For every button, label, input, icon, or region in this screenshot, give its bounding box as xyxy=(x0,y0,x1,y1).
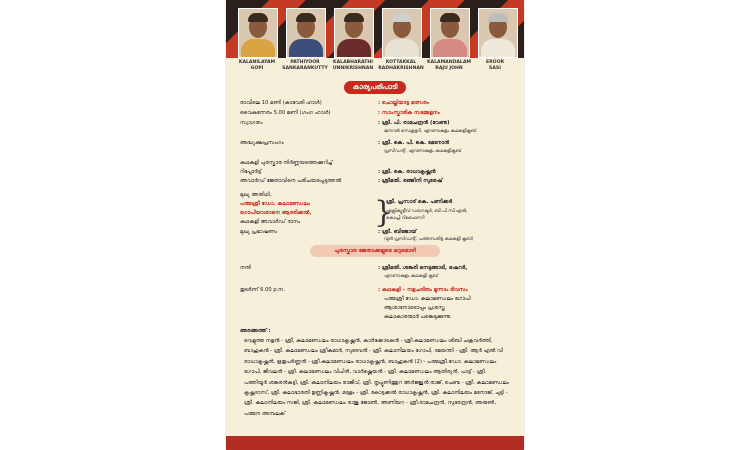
introduction-label: അവാർഡ് ജേതാവിനെ പരിചയപ്പെടുത്തൽ xyxy=(240,178,342,184)
report-speaker: : ശ്രീ. കെ. രാധാകൃഷ്ണൻ xyxy=(378,169,436,175)
vote-of-thanks-role: എറണാകുളം കഥകളി ക്ലബ് xyxy=(384,274,439,279)
welcome-speaker: : ശ്രീ. പി. രാമചന്ദ്രൻ (വേണു) xyxy=(378,120,450,126)
welcome-speaker-role: ജനറൽ സെക്രട്ടറി, എറണാകുളം കഥകളിക്ലബ് xyxy=(384,129,477,134)
followed-by-label: തുടർന്ന് 6.00 p.m. xyxy=(240,287,285,293)
portrait-photo-4 xyxy=(382,8,422,58)
chief-guest-label: മുഖ്യ അതിഥി, xyxy=(240,192,272,198)
programme-card xyxy=(226,0,524,450)
portrait-photo-3 xyxy=(334,8,374,58)
portrait-name-6: EROOR SASI xyxy=(485,60,505,71)
portrait-photo-5 xyxy=(430,8,470,58)
chief-guest-name: ശ്രീ. പ്രസാദ് കെ. പണിക്കർ xyxy=(386,199,453,205)
chief-guest-role: എക്സിക്യൂട്ടീവ് ഡയറക്ടർ, ബി.പി.സി.എൽ, xyxy=(386,209,468,214)
keynote-label: മുഖ്യ പ്രഭാഷണം xyxy=(240,229,278,235)
vote-of-thanks-label: നന്ദി xyxy=(240,265,251,271)
artists-heading: അരങ്ങത്ത് : xyxy=(240,328,271,334)
performance-line-4: കലാകാരന്മാർ പങ്കെടുക്കുന്നു. xyxy=(384,314,452,320)
portrait-name-4: KOTTAKKAL RADHAKRISHNAN xyxy=(378,60,424,71)
welcome-label: സ്വാഗതം xyxy=(240,120,263,126)
programme-title: കാര്യപരിപാടി xyxy=(344,81,406,94)
performance-line-2: പത്മശ്രീ ഡോ. കലാമണ്ഡലം ഗോപി xyxy=(384,296,471,302)
vote-of-thanks-speaker: : ശ്രീമതി. ശങ്കരി നെടുങ്ങാടി, ട്രഷറർ, xyxy=(378,265,468,271)
schedule-event-evening: : സാംസ്കാരിക സമ്മേളനം xyxy=(378,110,440,116)
brace-symbol: } xyxy=(374,195,394,230)
decorative-footer-band xyxy=(226,436,524,450)
schedule-event-morning: : ചൊല്ലിയാട്ട മത്സരം xyxy=(378,100,429,106)
portrait-name-1: KALANILAYAM GOPI xyxy=(238,60,276,71)
presidential-label: അദ്ധ്യക്ഷപ്രസംഗം xyxy=(240,140,284,146)
award-decision-label: കഥകളി പുരസ്കാര നിർണ്ണയത്തെക്കുറിച്ച് xyxy=(240,160,333,166)
portrait-photo-6 xyxy=(478,8,518,58)
performance-title: : കഥകളി – നളചരിതം മൂന്നാം ദിവസം xyxy=(378,287,468,293)
report-label: റിപ്പോർട്ട് xyxy=(240,169,262,175)
keynote-speaker: : ശ്രീ. ബിജോയ് xyxy=(378,229,417,235)
portrait-name-5: KALAMANDALAM RAJU JOHN xyxy=(427,60,471,71)
keynote-speaker-role: (മുൻ പ്രസിഡന്റ്, പത്തനംതിട്ട കഥകളി ക്ലബ്) xyxy=(384,237,474,242)
award-presentation-label: കഥകളി അവാർഡ് ദാനം xyxy=(240,219,301,225)
portrait-name-3: KALABHARATHI UNNIKRISHNAN xyxy=(332,60,374,71)
awardee-response-heading: പുരസ്കാര ജേതാക്കളുടെ മറുമൊഴി xyxy=(310,245,440,257)
schedule-time-evening: വൈകുന്നേരം 5.00 മണി (ഗംഗ ഹാൾ) xyxy=(240,110,331,116)
schedule-time-morning: രാവിലെ 10 മണി (കാവേരി ഹാൾ) xyxy=(240,100,322,106)
portrait-name-2: PATHIYOOR SANKARANKUTTY xyxy=(282,60,328,71)
presidential-speaker: : ശ്രീ. കെ. പി. കെ. മേനോൻ xyxy=(378,140,450,146)
portrait-photo-2 xyxy=(286,8,326,58)
honour-line-1: പത്മശ്രീ ഡോ. കലാമണ്ഡലം xyxy=(240,201,310,207)
artists-list: വെളുത്ത നളൻ - ശ്രീ. കലാമണ്ഡലം രാധാകൃഷ്ണൻ, കാർക്കോടകൻ - ശ്രീ.കലാമണ്ഡലം ശിബി ചക്രവർത്തി, ബാഹുകൻ - ശ്രീ. കലാമണ്ഡലം ശ്രീകുമാർ, സുദേവൻ - ശ്രീ. കലാനിലയം ഗോപി, ദമയന്തി - ശ്രീ. ആർ എൽ വി രാധാകൃഷ്ണൻ, ഋതുപർണ്ണൻ - ശ്രീ.കലാമണ്ഡലം രാധാകൃഷ്ണൻ, ബാഹുകൻ (2) - പത്മശ്രീ.ഡോ. കലാമണ്ഡലം ഗോപി, ജീവലൻ - ശ്രീ. കലാമണ്ഡലം വിപിൻ, വാർഷ്ണേയൻ - ശ്രീ. കലാമണ്ഡലം ആതിര്യൻ, പാട്ട് - ശ്രീ. പത്തിയൂർ ശങ്കരൻകുട്ടി, ശ്രീ. കലാനിലയം രാജീവ്, ശ്രീ. തൃപ്പൂണിത്തുറ അർജ്ജുൻ രാജ്, ചെണ്ട - ശ്രീ. കലാമണ്ഡലം കൃഷ്ണദാസ്, ശ്രീ. കലാഭാരതി ഉണ്ണികൃഷ്ണൻ, മദ്ദളം - ശ്രീ. കോട്ടക്കൽ രാധാകൃഷ്ണൻ, ശ്രീ. കലാനിലയം മനോജ്, ചുട്ടി - ശ്രീ. കലാനിലയം സജി, ശ്രീ. കലാമണ്ഡലം രാജു ജോൺ, അണിയറ - ശ്രീ.രാമചന്ദ്രൻ, സുരേന്ദ്രൻ, അരുൺ, പത്മന അമ്പലക് xyxy=(244,338,509,417)
honour-line-2: ഗോപിയാശാനെ ആദരിക്കൽ, xyxy=(240,210,312,216)
chief-guest-org: കൊച്ചി റിഫൈനറി xyxy=(386,216,425,221)
performance-line-3: ആശാനോടൊപ്പം പ്രശസ്ത xyxy=(384,305,445,311)
introduction-speaker: : ശ്രീമതി. രഞ്ജിനി സുരേഷ് xyxy=(378,178,443,184)
presidential-speaker-role: പ്രസിഡന്റ്, എറണാകുളം കഥകളിക്ലബ് xyxy=(384,149,462,154)
portrait-photo-1 xyxy=(238,8,278,58)
